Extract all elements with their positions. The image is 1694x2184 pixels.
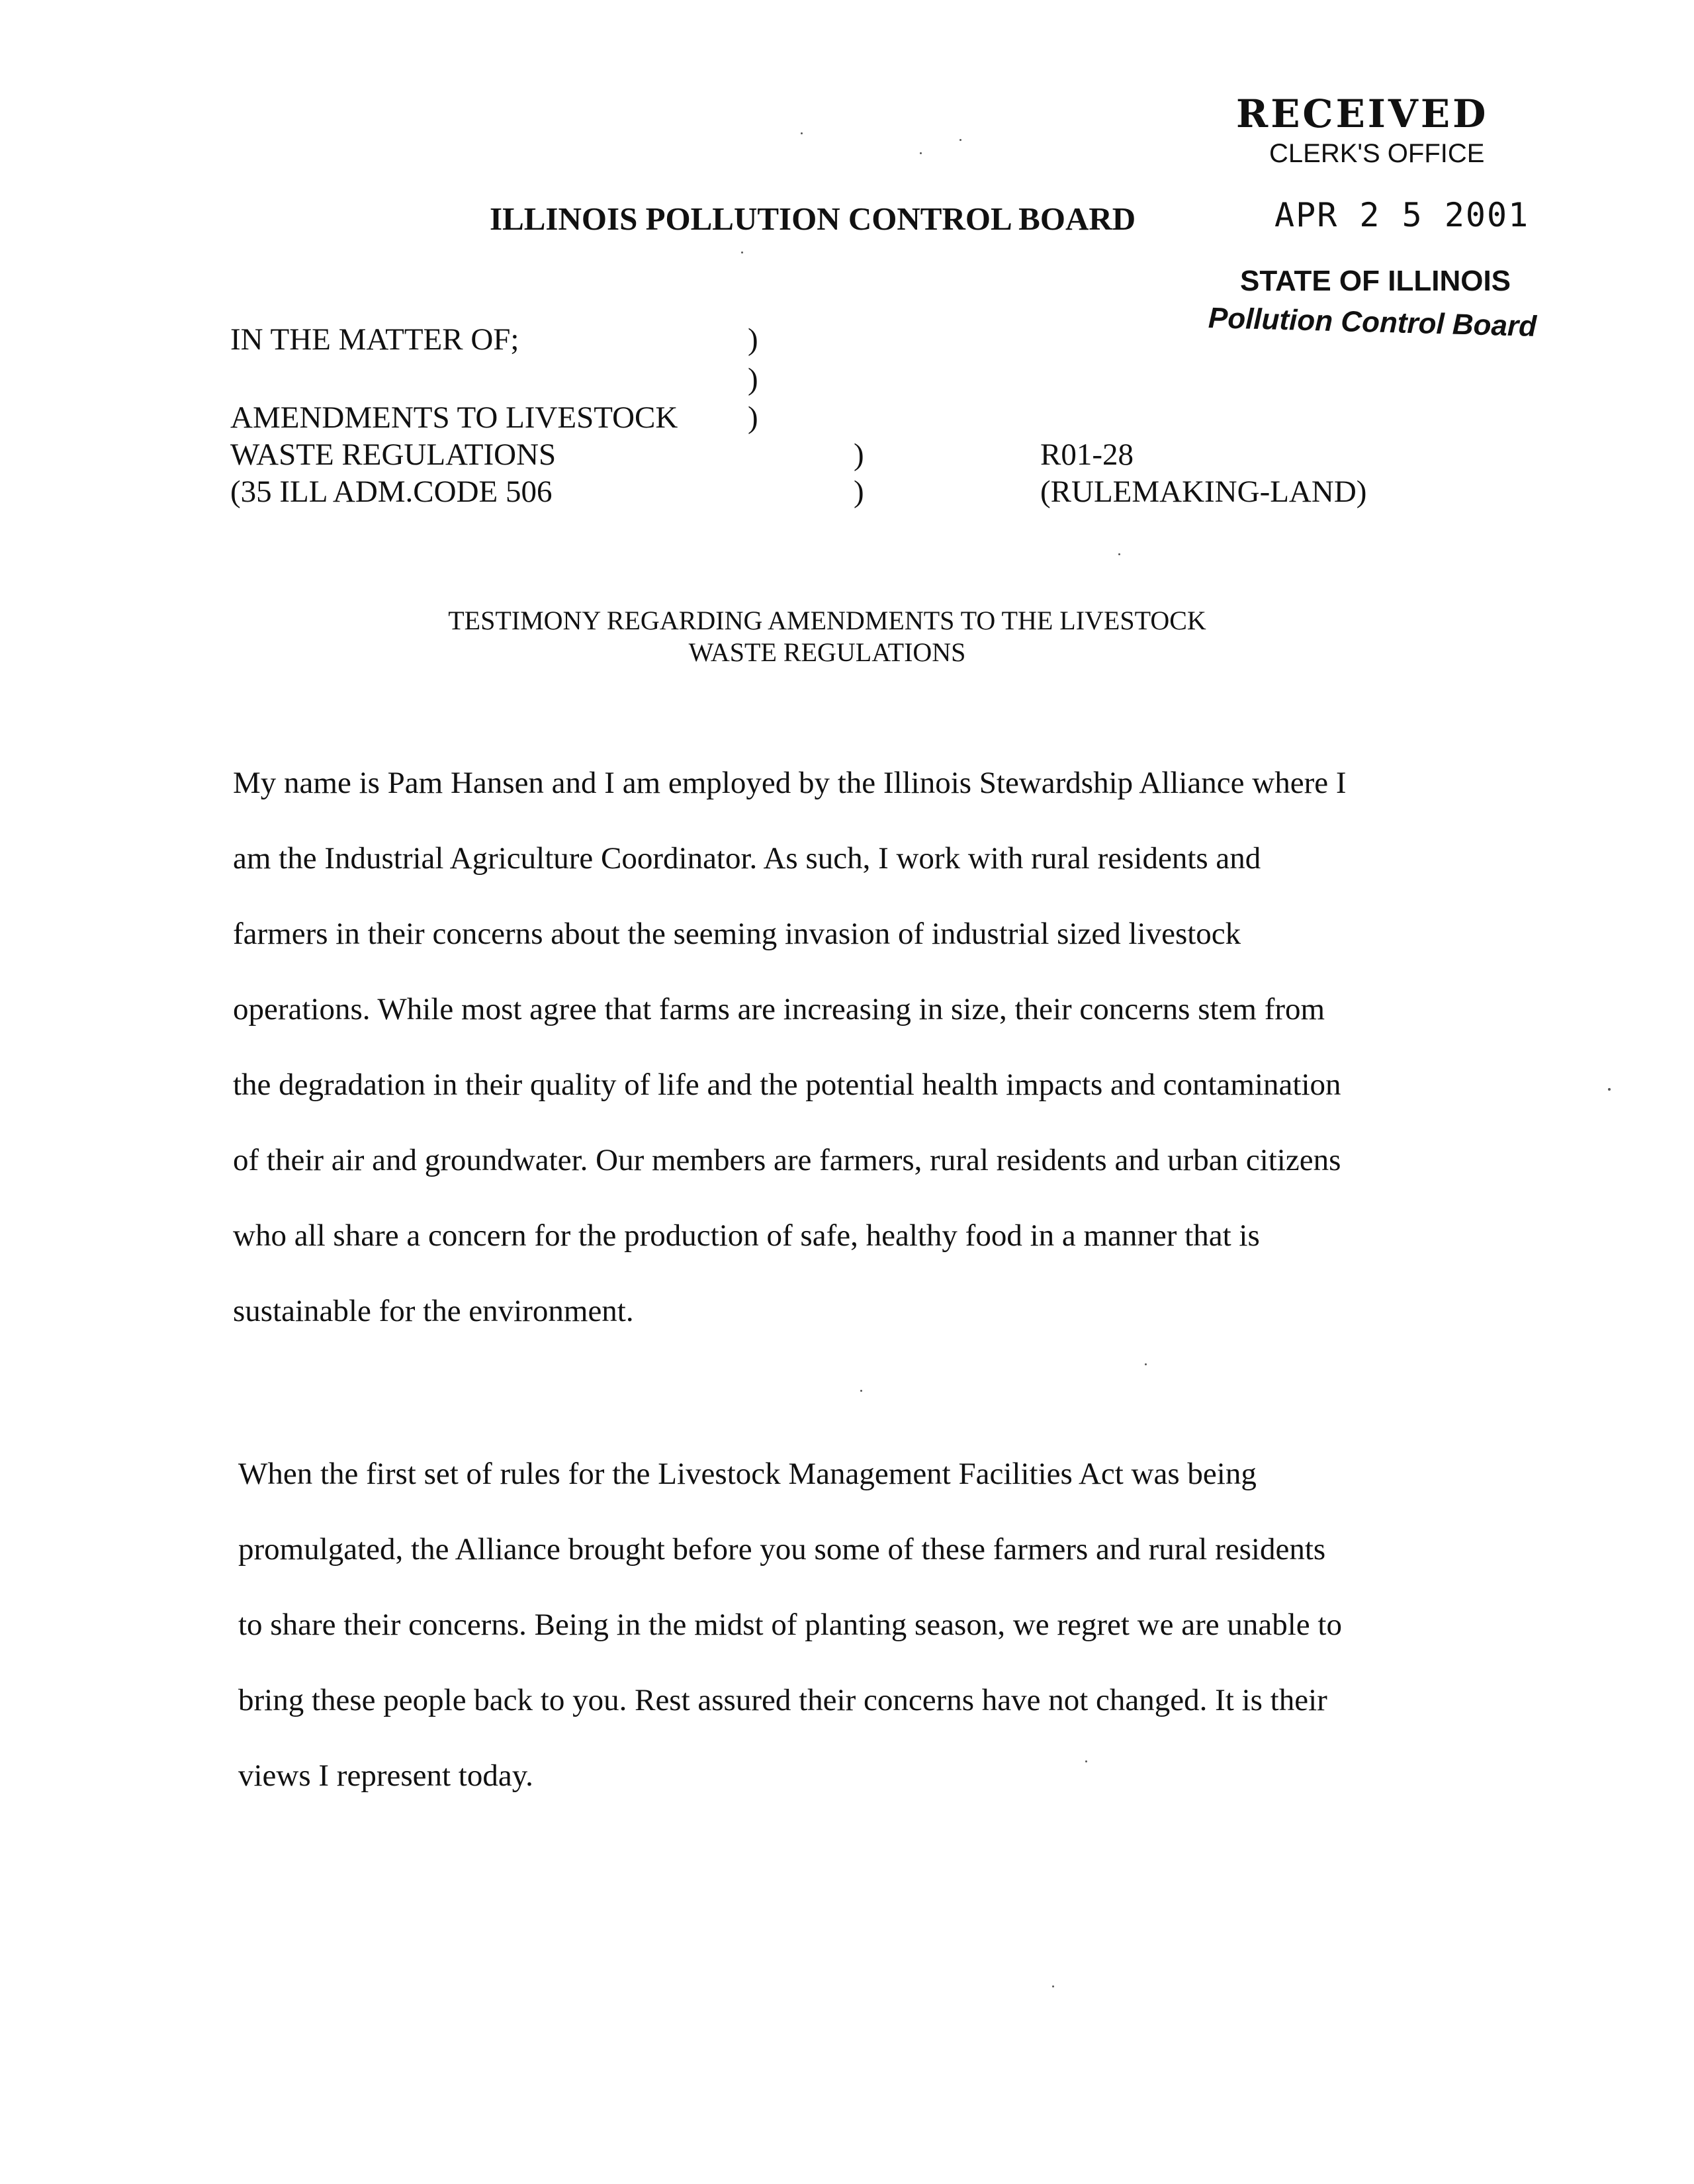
body-paragraph [238, 1436, 1342, 1813]
body-line: operations. While most agree that farms are increasing in size, their concerns stem from [233, 992, 1325, 1026]
body-line: When the first set of rules for the Livestock Management Facilities Act was being [238, 1457, 1257, 1491]
caption-paren: ) [854, 437, 864, 472]
docket-number: R01-28 [1040, 437, 1134, 472]
caption-line: WASTE REGULATIONS [230, 437, 557, 472]
body-line: the degradation in their quality of life and the potential health impacts and contamination [233, 1068, 1341, 1102]
scan-speck [801, 132, 803, 134]
body-line: sustainable for the environment. [233, 1294, 634, 1328]
scan-speck [741, 251, 743, 253]
body-line: views I represent today. [238, 1758, 533, 1793]
body-line: of their air and groundwater. Our members are farmers, rural residents and urban citizens [233, 1143, 1341, 1177]
body-line: to share their concerns. Being in the midst of planting season, we regret we are unable to [238, 1608, 1342, 1642]
body-line: bring these people back to you. Rest assured their concerns have not changed. It is their [238, 1683, 1327, 1717]
board-title: ILLINOIS POLLUTION CONTROL BOARD [490, 201, 1136, 237]
scan-speck [1118, 553, 1120, 555]
stamp-clerks-office: CLERK'S OFFICE [1269, 139, 1485, 168]
caption-paren: ) [748, 362, 758, 396]
body-line: am the Industrial Agriculture Coordinator. As such, I work with rural residents and [233, 841, 1261, 876]
caption-paren: ) [854, 475, 864, 509]
body-line: My name is Pam Hansen and I am employed by the Illinois Stewardship Alliance where I [233, 766, 1347, 800]
caption-line: AMENDMENTS TO LIVESTOCK [230, 400, 678, 435]
stamp-state: STATE OF ILLINOIS [1240, 265, 1511, 297]
scan-speck [959, 139, 961, 141]
caption-paren: ) [748, 400, 758, 435]
scan-speck [1145, 1363, 1147, 1365]
stamp-board: Pollution Control Board [1208, 302, 1537, 343]
stamp-received: RECEIVED [1236, 91, 1489, 136]
body-line: farmers in their concerns about the seeming invasion of industrial sized livestock [233, 917, 1241, 951]
scan-speck [1052, 1985, 1054, 1987]
scan-speck [1608, 1088, 1611, 1091]
scan-speck [920, 152, 922, 154]
caption-line: (35 ILL ADM.CODE 506 [230, 475, 553, 509]
testimony-heading-line: TESTIMONY REGARDING AMENDMENTS TO THE LIVESTOCK [448, 606, 1206, 635]
stamp-date: APR 2 5 2001 [1274, 196, 1530, 234]
docket-type: (RULEMAKING-LAND) [1040, 475, 1367, 509]
body-line: who all share a concern for the production of safe, healthy food in a manner that is [233, 1218, 1260, 1253]
scan-speck [1085, 1760, 1087, 1762]
body-paragraph [233, 745, 1346, 1349]
testimony-heading-line: WASTE REGULATIONS [688, 637, 966, 667]
scan-speck [860, 1390, 862, 1392]
caption-paren: ) [748, 322, 758, 357]
body-line: promulgated, the Alliance brought before you some of these farmers and rural residents [238, 1532, 1326, 1567]
caption-matter: IN THE MATTER OF; [230, 322, 519, 357]
